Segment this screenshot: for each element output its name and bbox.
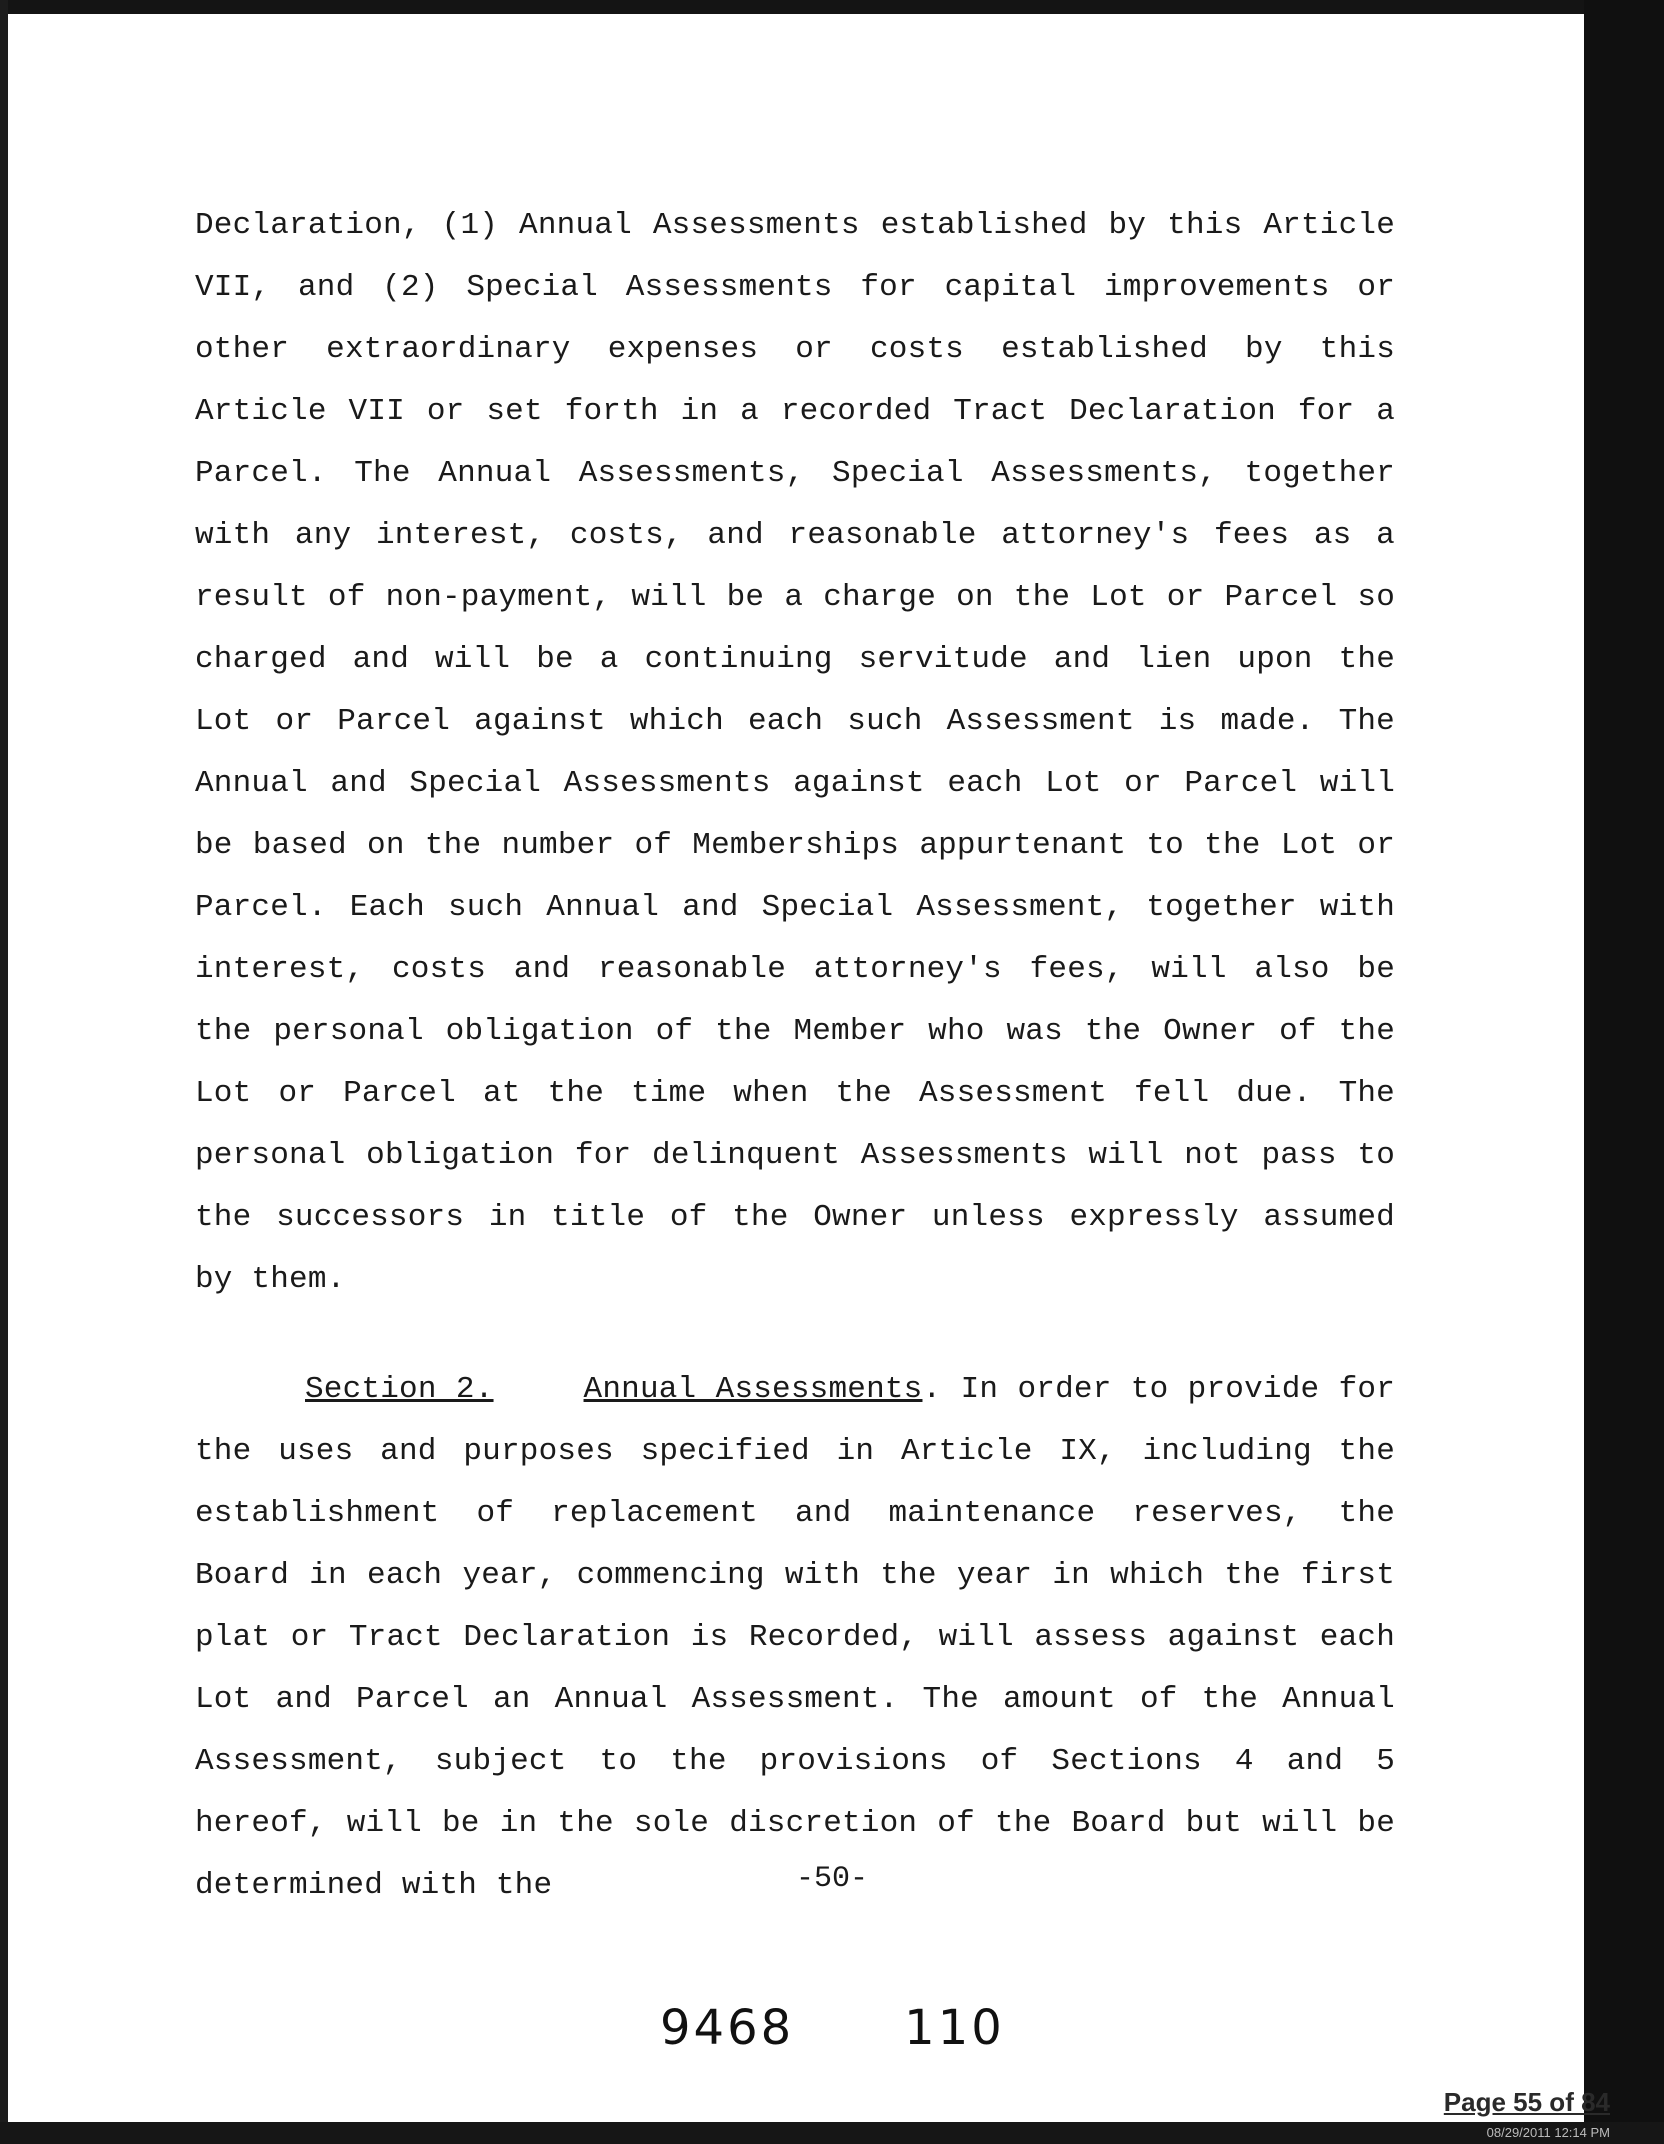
paragraph-section-2 [195,1359,1395,1917]
footer-date: 08/29/2011 12:14 PM [1486,2125,1610,2140]
stamp-page-number: 110 [904,2000,1005,2056]
footer-page-label: Page 55 of 84 [1443,2087,1610,2117]
paragraph-declaration: Declaration, (1) Annual Assessments established by this Article VII, and (2) Special Assessments for capital improvements or other extraordinary expenses or costs established by this Article VII or set forth in a recorded Tract Declaration for a Parcel. The Annual Assessments, Special Assessments, together with any interest, costs, and reasonable attorney's fees as a result of non-payment, will be a charge on the Lot or Parcel so charged and will be a continuing servitude and lien upon the Lot or Parcel against which each such Assessment is made. The Annual and Special Assessments against each Lot or Parcel will be based on the number of Memberships appurtenant to the Lot or Parcel. Each such Annual and Special Assessment, together with interest, costs and reasonable attorney's fees, will also be the personal obligation of the Member who was the Owner of the Lot or Parcel at the time when the Assessment fell due. The personal obligation for delinquent Assessments will not pass to the successors in title of the Owner unless expressly assumed by them. [195,208,1395,1297]
section-number: Section 2. [305,1372,494,1407]
scan-border-left [0,0,8,2144]
scan-border-right [1584,0,1664,2144]
stamp-book-number: 9468 [660,2000,795,2056]
section-title: Annual Assessments [583,1372,923,1407]
section-body: . In order to provide for the uses and purposes specified in Article IX, including the establishment of replacement and maintenance reserves, the Board in each year, commencing with the year in which the first plat or Tract Declaration is Recorded, will assess against each Lot and Parcel an Annual Assessment. The amount of the Annual Assessment, subject to the provisions of Sections 4 and 5 hereof, will be in the sole discretion of the Board but will be determined with the [195,1372,1396,1903]
scan-border-top [0,0,1664,14]
scan-border-bottom [0,2122,1664,2144]
recording-stamp [660,2000,1005,2056]
document-page [195,195,1395,1917]
page-number: -50- [795,1862,868,1896]
